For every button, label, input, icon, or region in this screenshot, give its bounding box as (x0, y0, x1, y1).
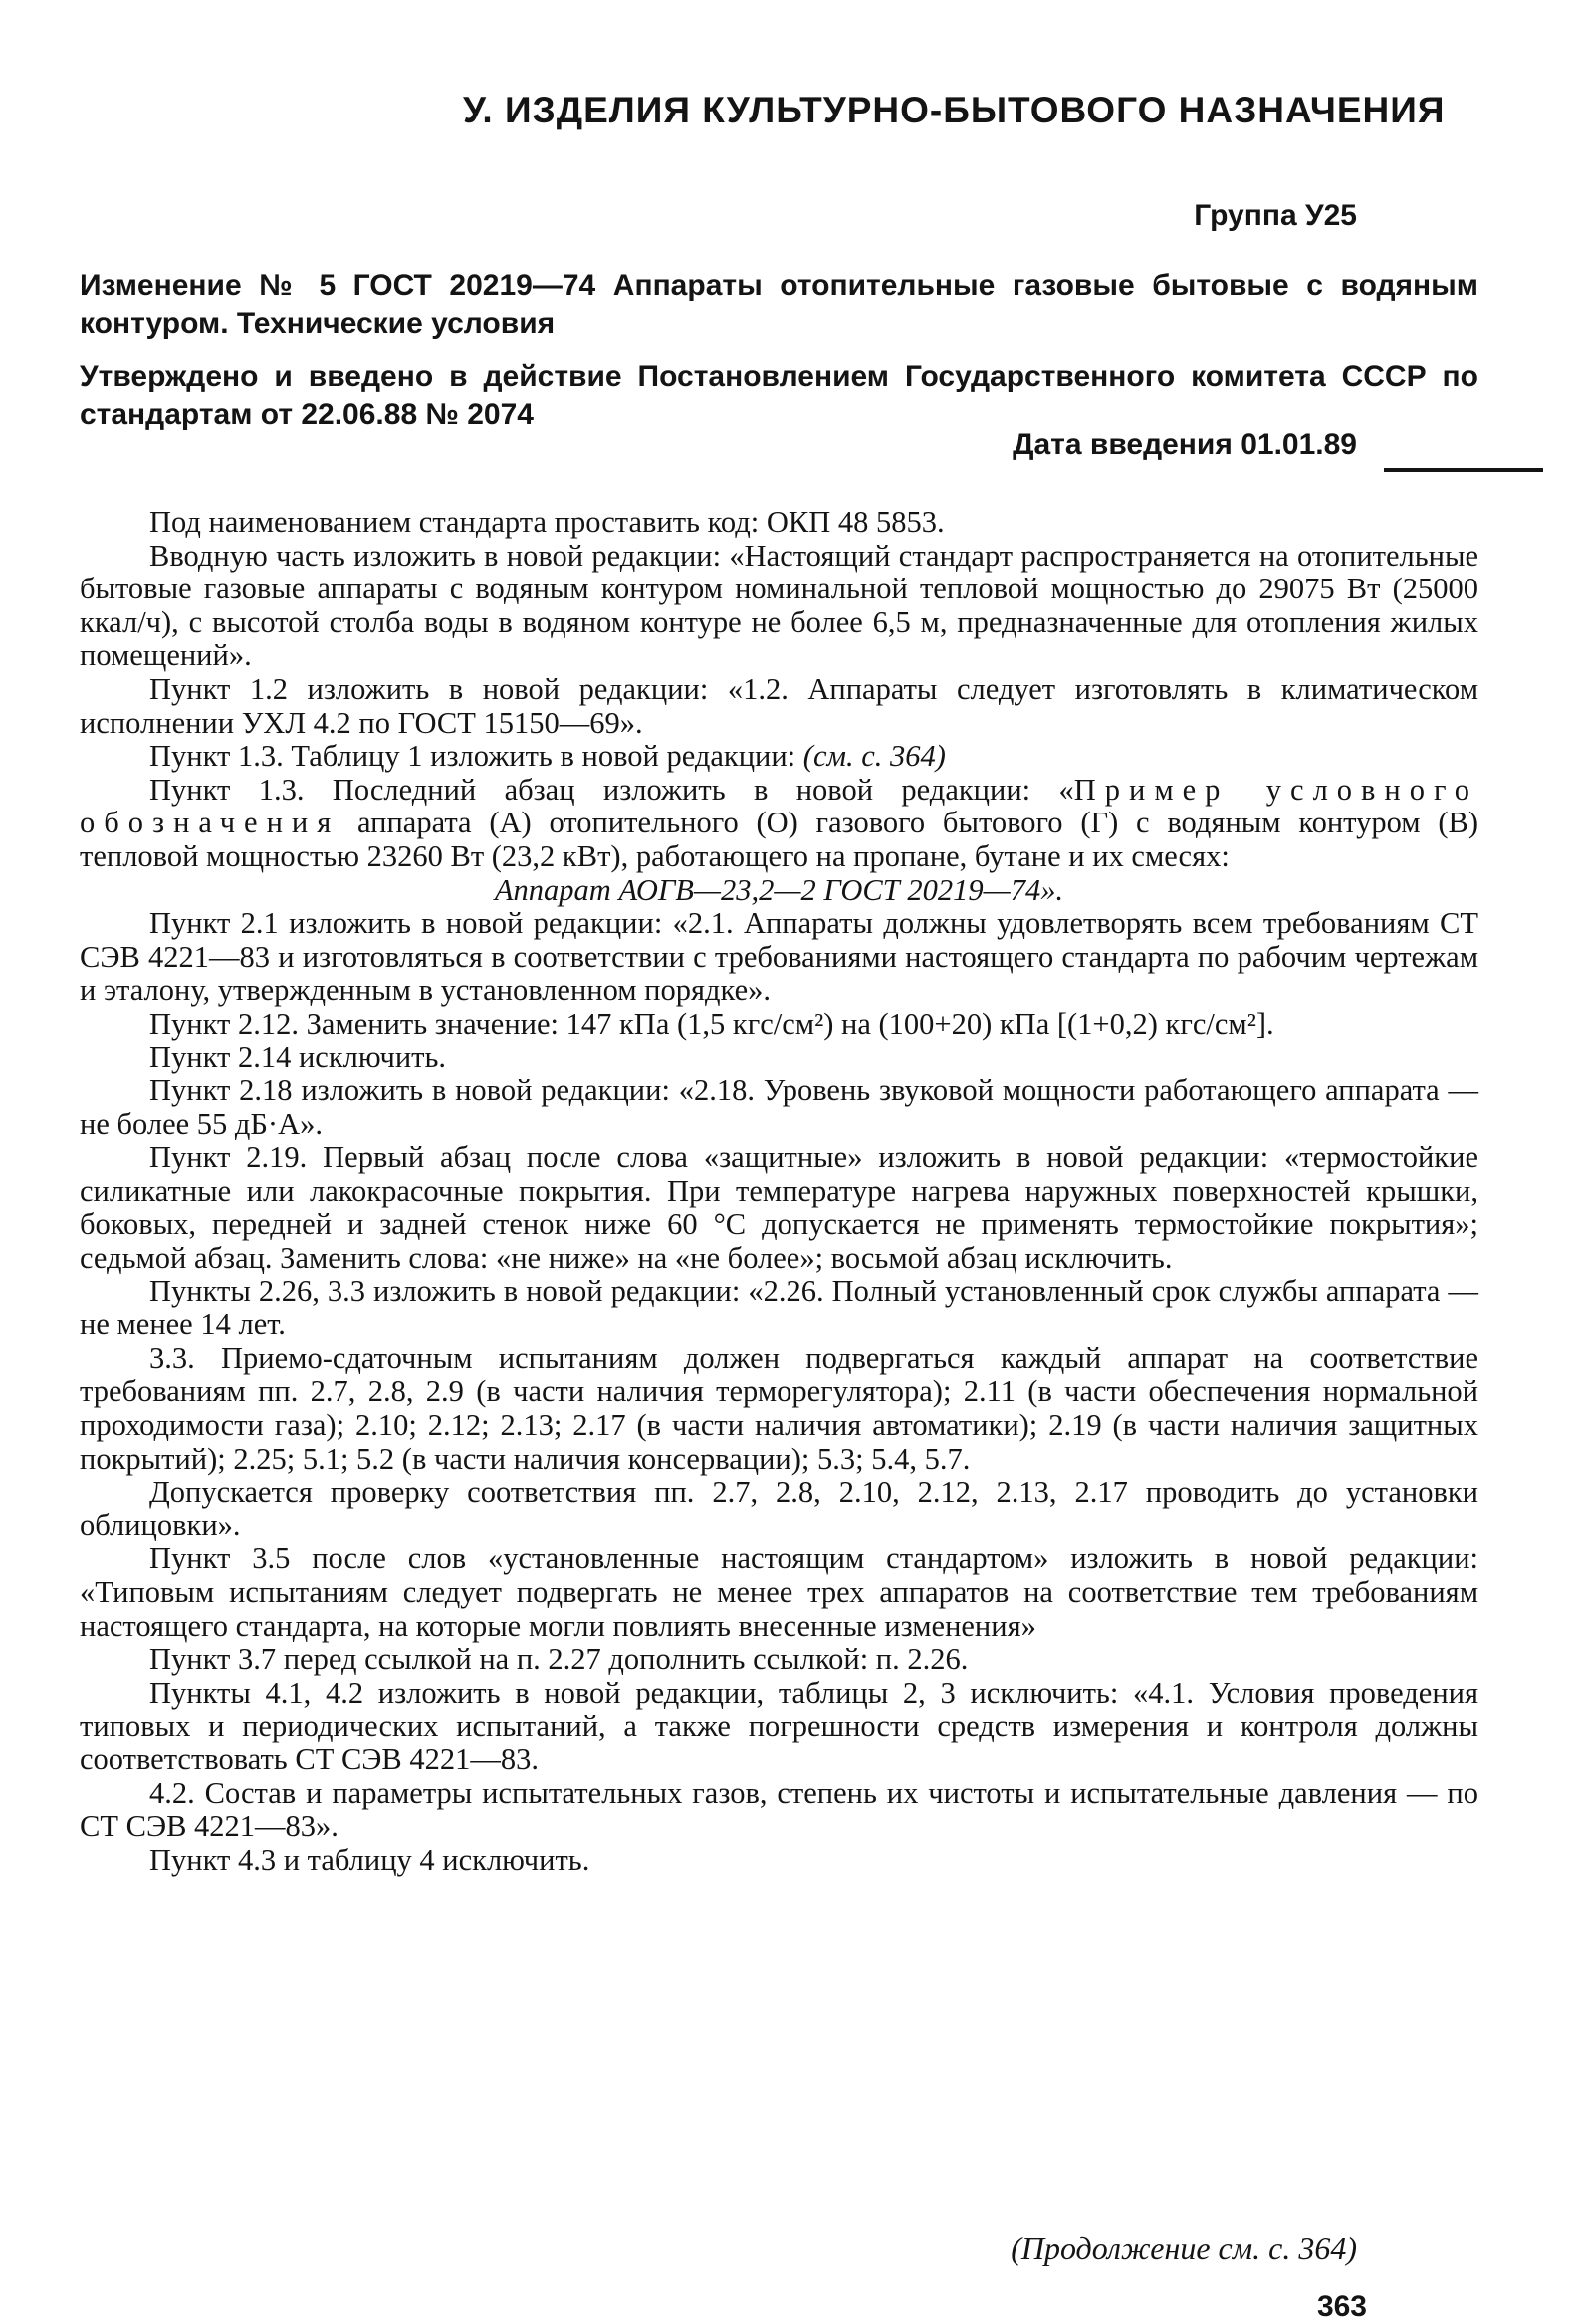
paragraph: 3.3. Приемо-сдаточным испытаниям должен подвергаться каждый аппарат на соответствие требованиям пп. 2.7, 2.8, 2.9 (в части наличия терморегулятора); 2.11 (в части обеспечения нормальной проходимости газа); 2.10; 2.12; 2.13; 2.17 (в части наличия автоматики); 2.19 (в части наличия защитных покрытий); 2.25; 5.1; 5.2 (в части наличия консервации); 5.3; 5.4, 5.7. (80, 1340, 1478, 1476)
paragraph-text: Пункт 1.3. Последний абзац изложить в новой редакции: « (149, 772, 1074, 807)
effective-date (1013, 428, 1357, 462)
page-number: 363 (1316, 2290, 1367, 2323)
paragraph (80, 774, 1478, 874)
paragraph: Под наименованием стандарта проставить код: ОКП 48 5853. (149, 505, 945, 539)
document-page (80, 0, 1479, 2323)
effective-date-label: Дата введения (1013, 428, 1233, 461)
paragraph: Пункт 3.5 после слов «установленные настоящим стандартом» изложить в новой редакции: «Типовым испытаниям следует подвергать не менее трех аппаратов на соответствие тем требованиям настоящего стандарта, на которые могли повлиять внесенные изменения» (80, 1541, 1478, 1643)
body-text (80, 506, 1478, 1877)
section-title: У. ИЗДЕЛИЯ КУЛЬТУРНО-БЫТОВОГО НАЗНАЧЕНИЯ (463, 90, 1446, 130)
paragraph-text: Пункт 1.3. Таблицу 1 изложить в новой редакции: (149, 739, 803, 774)
paragraph: Пункты 2.26, 3.3 изложить в новой редакции: «2.26. Полный установленный срок службы аппарата — не менее 14 лет. (80, 1274, 1478, 1342)
continuation-note: (Продолжение см. с. 364) (1011, 2230, 1357, 2266)
paragraph: Пункт 2.12. Заменить значение: 147 кПа (1,5 кгс/см²) на (100+20) кПа [(1+0,2) кгс/см²]. (149, 1006, 1274, 1041)
paragraph: Вводную часть изложить в новой редакции: «Настоящий стандарт распространяется на отопительные бытовые газовые аппараты с водяным контуром номинальной тепловой мощностью до 29075 Вт (25000 ккал/ч), с высотой столба воды в водяном контуре не более 6,5 м, предназначенные для отопления жилых помещений». (80, 538, 1478, 673)
paragraph: Пункт 2.1 изложить в новой редакции: «2.1. Аппараты должны удовлетворять всем требованиям СТ СЭВ 4221—83 и изготовляться в соответствии с требованиями настоящего стандарта по рабочим чертежам и эталону, утвержденным в установленном порядке». (80, 906, 1478, 1008)
paragraph (80, 740, 1478, 774)
paragraph: Пункт 4.3 и таблицу 4 исключить. (149, 1842, 590, 1877)
paragraph: Пункты 4.1, 4.2 изложить в новой редакции, таблицы 2, 3 исключить: «4.1. Условия проведения типовых и периодических испытаний, а также погрешности средств измерения и контроля должны соответствовать СТ СЭВ 4221—83. (80, 1675, 1478, 1776)
approval-statement: Утверждено и введено в действие Постановлением Государственного комитета СССР по стандартам от 22.06.88 № 2074 (80, 360, 1478, 431)
date-underline (1384, 468, 1543, 472)
spaced-heading: Пример условного обозначения (80, 772, 1479, 840)
designation-example: Аппарат АОГВ—23,2—2 ГОСТ 20219—74». (494, 872, 1064, 907)
paragraph: Пункт 2.18 изложить в новой редакции: «2.18. Уровень звуковой мощности работающего аппарата — не более 55 дБ·А». (80, 1073, 1478, 1141)
paragraph: Пункт 2.14 исключить. (149, 1040, 447, 1074)
paragraph: Пункт 3.7 перед ссылкой на п. 2.27 дополнить ссылкой: п. 2.26. (149, 1642, 969, 1677)
change-title: Изменение № 5 ГОСТ 20219—74 Аппараты отопительные газовые бытовые с водяным контуром. Технические условия (80, 269, 1478, 340)
paragraph: Пункт 2.19. Первый абзац после слова «защитные» изложить в новой редакции: «термостойкие силикатные или лакокрасочные покрытия. При температуре нагрева наружных поверхностей крышки, боковых, передней и задней стенок ниже 60 °С допускается не применять термостойкие покрытия»; седьмой абзац. Заменить слова: «не ниже» на «не более»; восьмой абзац исключить. (80, 1140, 1478, 1276)
group-code: Группа У25 (1194, 199, 1357, 232)
paragraph: 4.2. Состав и параметры испытательных газов, степень их чистоты и испытательные давления — по СТ СЭВ 4221—83». (80, 1775, 1478, 1844)
page-reference: (см. с. 364) (802, 739, 946, 774)
paragraph-text: аппарата (А) отопительного (О) газового бытового (Г) с водяным контуром (В) тепловой мощностью 23260 Вт (23,2 кВт), работающего на пропане, бутане и их смесях: (80, 806, 1478, 873)
paragraph: Допускается проверку соответствия пп. 2.7, 2.8, 2.10, 2.12, 2.13, 2.17 проводить до установки облицовки». (80, 1475, 1478, 1542)
effective-date-value: 01.01.89 (1241, 428, 1357, 461)
paragraph: Пункт 1.2 изложить в новой редакции: «1.2. Аппараты следует изготовлять в климатическом исполнении УХЛ 4.2 по ГОСТ 15150—69». (80, 671, 1478, 740)
